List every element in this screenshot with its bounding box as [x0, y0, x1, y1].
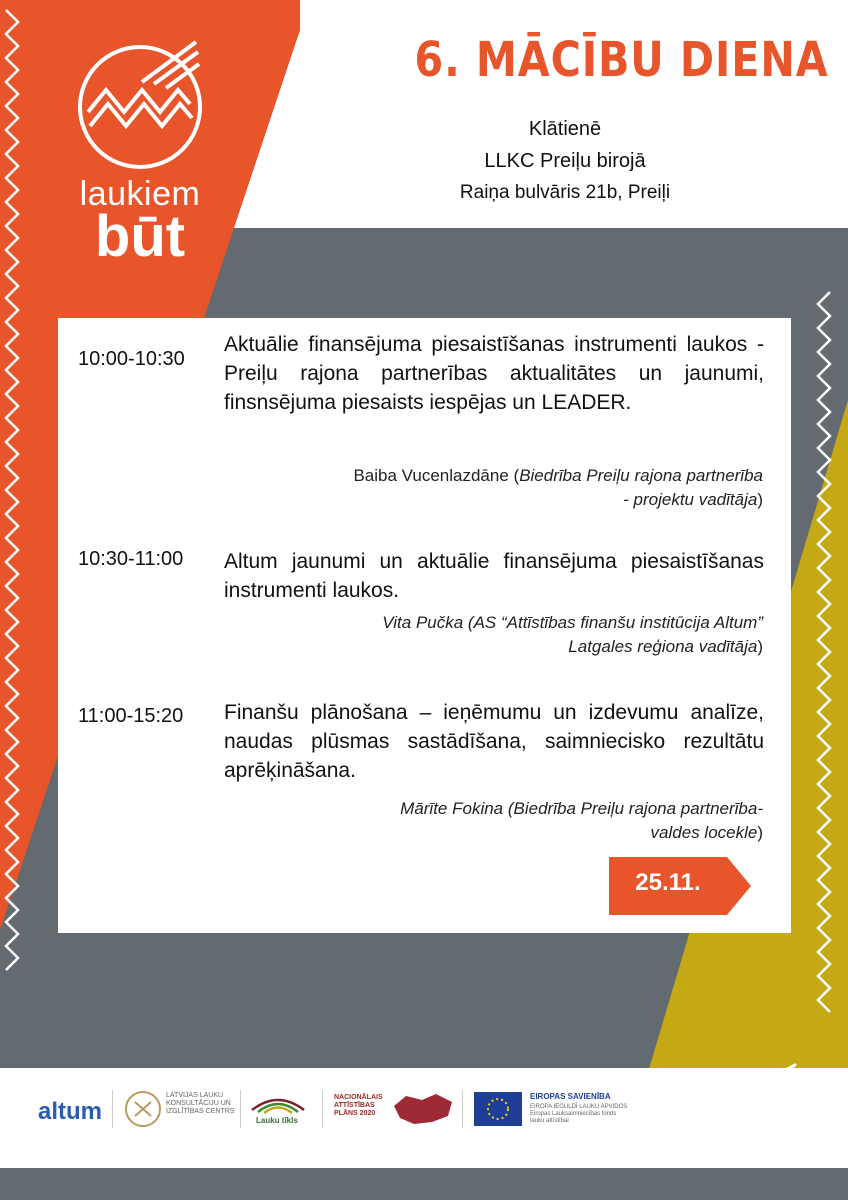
speaker-1-close: ) [757, 490, 763, 509]
eu-line1: EIROPA IEGULDĪ LAUKU APVIDOS [530, 1104, 628, 1110]
brand-word-laukiem: laukiem [79, 175, 201, 213]
eu-line2: Eiropas Lauksaimniecības fonds [530, 1111, 617, 1117]
schedule-topic-2: Altum jaunumi un aktuālie finansējuma piesaistīšanas instrumenti laukos. [224, 550, 764, 602]
nap-line1: NACIONĀLAIS [334, 1094, 383, 1101]
nap-line3: PLĀNS 2020 [334, 1110, 376, 1117]
schedule-speaker-3 [224, 797, 763, 845]
schedule-speaker-1 [224, 464, 763, 512]
schedule-topic-1: Aktuālie finansējuma piesaistīšanas instrumenti laukos - Preiļu rajona partnerības aktualitātes un jaunumi, finsnsējuma piesaists iespējas un LEADER. [224, 333, 764, 414]
logo-divider [462, 1090, 463, 1128]
schedule-time-2: 10:30-11:00 [78, 548, 184, 570]
schedule-time-3: 11:00-15:20 [78, 705, 184, 727]
speaker-1-role-a: Biedrība Preiļu rajona partnerība [519, 466, 763, 485]
speaker-1-name: Baiba Vucenlazdāne ( [353, 466, 520, 485]
speaker-2-line2: Latgales reģiona vadītāja [568, 637, 758, 656]
speaker-3-line2: valdes locekle [650, 823, 758, 842]
lauku-tikls-icon [250, 1088, 306, 1114]
schedule-time-1: 10:00-10:30 [78, 348, 185, 370]
latvia-map-icon [392, 1092, 454, 1126]
logo-divider [240, 1090, 241, 1128]
llkc-line2: KONSULTĀCIJU UN [166, 1100, 231, 1107]
eu-line3: lauku attīstībai [530, 1118, 569, 1124]
speaker-3-close: ) [757, 823, 763, 842]
lauku-tikls-text: Lauku tīkls [256, 1116, 298, 1125]
llkc-logo-text [166, 1092, 234, 1116]
bottom-strip [0, 1168, 848, 1200]
event-venue: LLKC Preiļu birojā [484, 150, 646, 172]
event-format: Klātienē [528, 118, 602, 140]
logo-divider [322, 1090, 323, 1128]
footer-logos-band [0, 1068, 848, 1168]
altum-logo: altum [38, 1098, 103, 1125]
page-title: 6. MĀCĪBU DIENA [414, 32, 829, 88]
event-address: Raiņa bulvāris 21b, Preiļi [459, 182, 671, 203]
eu-logo-text [530, 1104, 627, 1125]
speaker-1-role-b: - projektu vadītāja [623, 490, 758, 509]
eu-title: EIROPAS SAVIENĪBA [530, 1092, 611, 1101]
nap-logo-text [334, 1094, 383, 1118]
schedule-topic-3: Finanšu plānošana – ieņēmumu un izdevumu analīze, naudas plūsmas sastādīšana, saimniecisko rezultātu aprēķināšana. [224, 701, 764, 782]
speaker-2-close: ) [757, 637, 763, 656]
llkc-seal-icon [124, 1090, 162, 1128]
date-badge-text: 25.11. [635, 869, 701, 896]
speaker-3-line1: Mārīte Fokina (Biedrība Preiļu rajona partnerība- [400, 799, 763, 818]
schedule-speaker-2 [224, 611, 763, 659]
speaker-2-line1: Vita Pučka (AS “Attīstības finanšu institūcija Altum” [382, 613, 763, 632]
eu-flag-icon [474, 1092, 522, 1126]
llkc-line3: IZGLĪTĪBAS CENTRS [166, 1108, 235, 1115]
orange-triangle-upper [58, 0, 300, 318]
llkc-line1: LATVIJAS LAUKU [166, 1092, 224, 1099]
brand-word-but: būt [94, 204, 186, 269]
logo-divider [112, 1090, 113, 1128]
nap-line2: ATTĪSTĪBAS [334, 1102, 375, 1109]
